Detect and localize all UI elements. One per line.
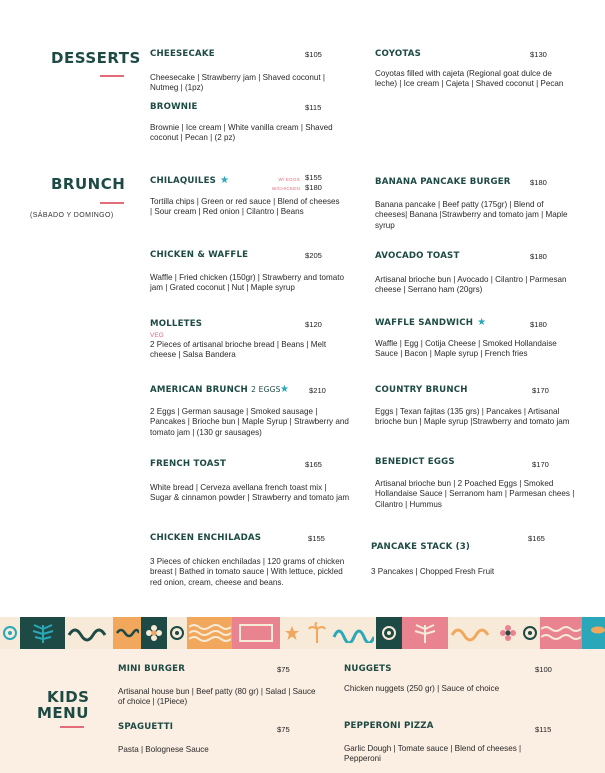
spiral-icon (520, 617, 540, 649)
spiral-icon (0, 617, 20, 649)
palm-leaf-icon (20, 617, 65, 649)
menu-item-price: $205 (305, 251, 322, 260)
star-icon (280, 617, 304, 649)
menu-item-price: $165 (528, 534, 545, 543)
desserts-title: DESSERTS (51, 49, 141, 67)
menu-item-name (150, 175, 229, 186)
brunch-subtitle: (SÁBADO Y DOMINGO) (30, 212, 114, 219)
veg-badge: VEG (150, 332, 164, 339)
menu-item-price: $170 (532, 460, 549, 469)
item-name-text: WAFFLE SANDWICH (375, 318, 474, 328)
menu-item-description: Brownie | Ice cream | White vanilla cream | Shaved coconut | Pecan | (2 pz) (150, 123, 333, 143)
decorative-band (0, 617, 605, 649)
menu-item-price: $105 (305, 50, 322, 59)
item-name-text: CHILAQUILES (150, 176, 217, 186)
option-label: W/ EGGS (278, 177, 300, 182)
wave-icon (448, 617, 496, 649)
menu-item-price: $75 (277, 665, 290, 674)
star-icon: ★ (280, 384, 289, 395)
menu-item-description: Cheesecake | Strawberry jam | Shaved coconut | Nutmeg | (1pz) (150, 73, 326, 93)
leaf-icon (582, 617, 605, 649)
menu-item-description: Tortilla chips | Green or red sauce | Blend of cheeses | Sour cream | Red onion | Cilantro | Beans (150, 197, 340, 217)
menu-item-price: $100 (535, 665, 552, 674)
zigzag-icon (187, 617, 232, 649)
menu-item-name: CHICKEN ENCHILADAS (150, 533, 262, 543)
desserts-divider (100, 75, 124, 77)
option-label: W/CHICKEN (271, 186, 300, 191)
menu-item-name: CHEESECAKE (150, 49, 215, 59)
menu-item-name: BROWNIE (150, 102, 198, 112)
flower-icon (496, 617, 520, 649)
spiral-icon (167, 617, 187, 649)
menu-item-description: Pasta | Bolognese Sauce (118, 745, 209, 754)
menu-item-description: White bread | Cerveza avellana french toast mix | Sugar & cinnamon powder | Strawberry and tomato jam (150, 483, 350, 503)
menu-item-name (375, 317, 486, 328)
menu-item-description: Garlic Dough | Tomate sauce | Blend of cheeses | Pepperoni (344, 744, 522, 764)
menu-item-description: Artisanal brioche bun | Avocado | Cilantro | Parmesan cheese | Serrano ham (20grs) (375, 275, 567, 295)
block-tile (232, 617, 280, 649)
option-price: $180 (305, 183, 322, 192)
menu-item-price: $120 (305, 320, 322, 329)
menu-item-description: Chicken nuggets (250 gr) | Sauce of choice (344, 684, 500, 693)
menu-item-name: MINI BURGER (118, 664, 186, 674)
menu-item-price: $130 (530, 50, 547, 59)
menu-item-price: $180 (530, 252, 547, 261)
menu-item-price: $115 (305, 103, 322, 112)
palm-leaf-icon (402, 617, 448, 649)
menu-item-description: 3 Pancakes | Chopped Fresh Fruit (371, 567, 495, 576)
menu-item-description: Coyotas filled with cajeta (Regional goat dulce de leche) | Ice cream | Cajeta | Shaved coconut | Pecan (375, 69, 564, 89)
menu-item-price: $210 (309, 386, 326, 395)
menu-item-description: 3 Pieces of chicken enchiladas | 120 grams of chicken breast | Bathed in tomato sauce | With lettuce, pickled red onion, cream, cheese and beans. (150, 557, 345, 587)
item-name-extra: 2 EGGS (251, 385, 281, 394)
menu-item-name: NUGGETS (344, 664, 392, 674)
menu-item-description: Artisanal house bun | Beef patty (80 gr) | Salad | Sauce of choice | (1Piece) (118, 687, 316, 707)
menu-item-name: BENEDICT EGGS (375, 457, 455, 467)
brunch-divider (100, 202, 124, 204)
menu-item-price: $180 (530, 320, 547, 329)
menu-item-name: FRENCH TOAST (150, 459, 227, 469)
menu-item-name: MOLLETES (150, 319, 203, 329)
wave-icon (65, 617, 113, 649)
menu-item-name: COYOTAS (375, 49, 421, 59)
palm-icon (304, 617, 330, 649)
star-icon: ★ (477, 317, 487, 328)
menu-item-description: Banana pancake | Beef patty (175gr) | Blend of cheeses| Banana |Strawberry and tomato jam | Maple syrup (375, 200, 568, 230)
menu-item-name: COUNTRY BRUNCH (375, 385, 468, 395)
spiral-icon (376, 617, 402, 649)
menu-item-name: CHICKEN & WAFFLE (150, 250, 249, 260)
item-name-text: AMERICAN BRUNCH (150, 385, 248, 395)
zigzag-icon (540, 617, 582, 649)
menu-item-description: Artisanal brioche bun | 2 Poached Eggs | Smoked Hollandaise Sauce | Serranom ham | Parmesan chees | Cilantro | Hummus (375, 479, 575, 509)
menu-item-description: Waffle | Fried chicken (150gr) | Strawberry and tomato jam | Grated coconut | Nut | Maple syrup (150, 273, 345, 293)
kids-title-line2: MENU (37, 704, 89, 722)
menu-item-name (150, 385, 281, 395)
menu-item-price: $170 (532, 386, 549, 395)
menu-item-name: PEPPERONI PIZZA (344, 721, 434, 731)
menu-item-description: Eggs | Texan fajitas (135 grs) | Pancakes | Artisanal brioche bun | Maple syrup |Strawberry and tomato jam (375, 407, 570, 427)
brunch-title: BRUNCH (51, 175, 126, 193)
menu-item-description: 2 Pieces of artisanal brioche bread | Beans | Melt cheese | Salsa Bandera (150, 340, 327, 360)
menu-item-price: $115 (535, 725, 552, 734)
menu-item-name: AVOCADO TOAST (375, 251, 460, 261)
kids-title: KIDS (47, 688, 90, 706)
menu-item-price: $155 (308, 534, 325, 543)
flower-icon (141, 617, 167, 649)
option-price: $155 (305, 173, 322, 182)
menu-item-description: Waffle | Egg | Cotija Cheese | Smoked Hollandaise Sauce | Bacon | Maple syrup | French fries (375, 339, 557, 359)
star-icon: ★ (220, 175, 230, 186)
menu-item-price: $75 (277, 725, 290, 734)
menu-item-name: SPAGUETTI (118, 722, 174, 732)
kids-divider (60, 726, 84, 728)
menu-item-name: PANCAKE STACK (3) (371, 542, 471, 552)
menu-item-name: BANANA PANCAKE BURGER (375, 177, 511, 187)
menu-item-description: 2 Eggs | German sausage | Smoked sausage | Pancakes | Brioche bun | Maple Syrup | Strawberry and tomato jam | (130 gr sausages) (150, 407, 349, 437)
wave-icon (113, 617, 141, 649)
menu-item-price: $180 (530, 178, 547, 187)
wave-icon (330, 617, 376, 649)
menu-item-price: $165 (305, 460, 322, 469)
